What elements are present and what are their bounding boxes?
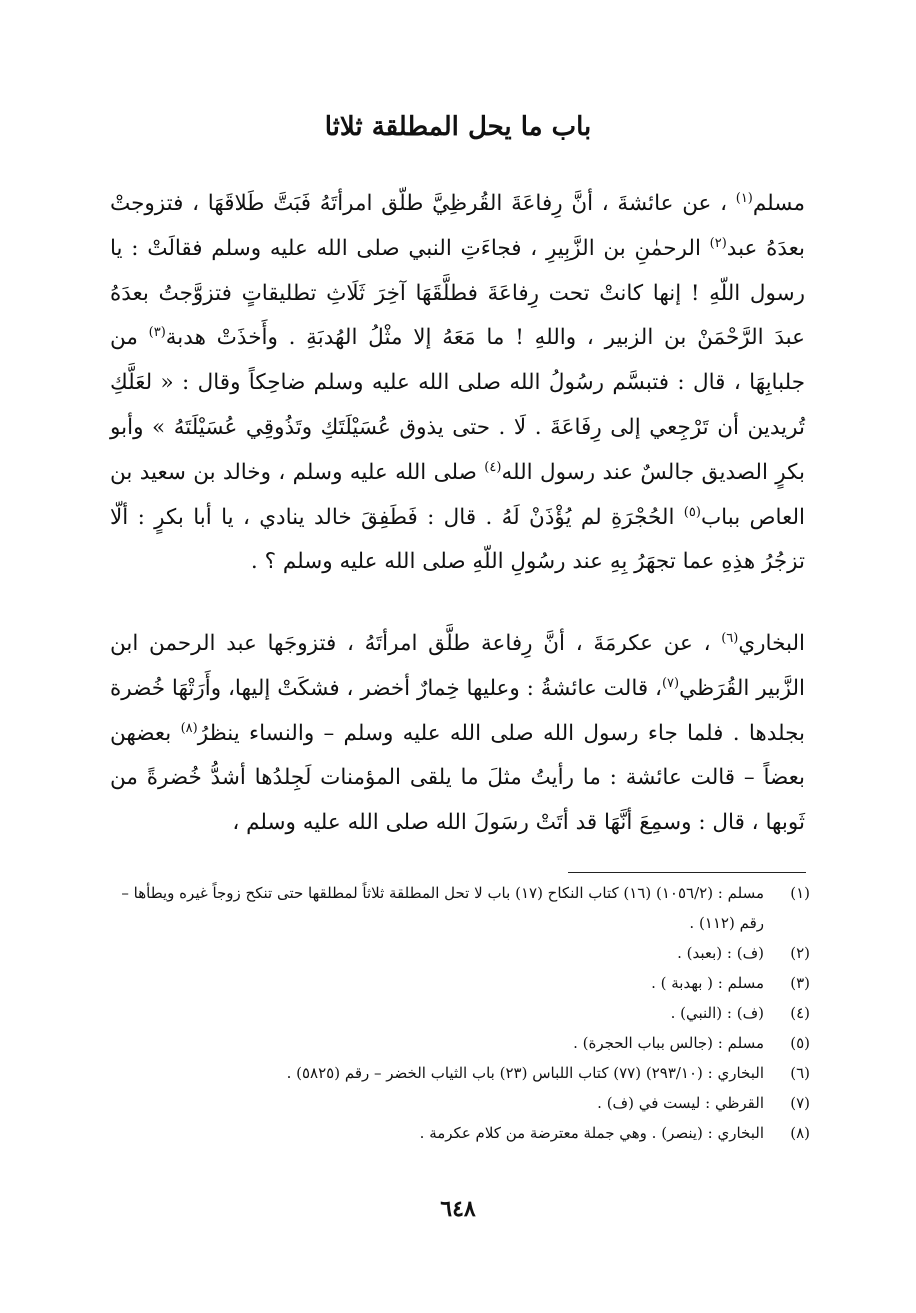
paragraph-text-run: ، عن عكرمَةَ ، أنَّ رِفاعة طلَّق امرأتَهُ ، فتزوجَها عبد الرحمن ابن الزَّبير القُرَظي: [110, 631, 805, 701]
footnote-text: (ف) : (بعبد) .: [677, 944, 764, 962]
footnote-text: مسلم : ( بهدبة ) .: [651, 974, 764, 992]
footnote-text: مسلم : (١٠٥٦/٢) (١٦) كتاب النكاح (١٧) باب لا تحل المطلقة ثلاثاً لمطلقها حتى تنكح زوجاً غيره ويطأها – رقم (١١٢) .: [121, 884, 764, 932]
footnote-7: [100, 1088, 810, 1118]
footnote-8: [100, 1118, 810, 1148]
footnote-marker: (٦): [721, 630, 739, 646]
footnote-marker: (١): [735, 190, 753, 206]
footnote-text: مسلم : (جالس بباب الحجرة) .: [573, 1034, 764, 1052]
paragraph-text-run: الحُجْرَةِ لم يُؤْذَنْ لَهُ . قال : فَطَفِقَ خالد ينادي ، يا أبا بكرٍ : ألّا تزجُرُ هذِهِ عما تجهَرُ بِهِ عند رسُولِ اللّهِ صلى الله عليه وسلم ؟ .: [110, 504, 805, 575]
paragraph-1-text: [110, 182, 805, 585]
paragraph-text-run: من جلبابِهَا ، قال : فتبسَّم رسُولُ الله صلى الله عليه وسلم ضاحِكاً وقال : « لعَلَّكِ تُريدين أن تَرْجِعي إلى رِفَاعَةَ . لَا . حتى يذوق عُسَيْلَتَكِ وتَذُوقِي عُسَيْلَتَهُ » وأبو بكرٍ الصديق جالسٌ عند رسول الله: [110, 325, 805, 485]
footnote-text: القرظي : ليست في (ف) .: [597, 1094, 764, 1112]
paragraph-text-run: البخاري: [738, 631, 805, 656]
footnote-text: (ف) : (النبي) .: [670, 1004, 764, 1022]
chapter-title: باب ما يحل المطلقة ثلاثا: [324, 112, 592, 142]
footnote-3: [100, 968, 810, 998]
footnote-6: [100, 1058, 810, 1088]
footnote-marker: (٨): [180, 720, 198, 736]
footnote-number: (٦): [790, 1064, 810, 1082]
footnotes-list: [100, 878, 810, 1148]
paragraph-text-run: ، قالت عائشةُ : وعليها خِمارٌ أخضر ، فشكَتْ إليها، وأَرَتْهَا خُضرة بجلدها . فلما جاء رسول الله صلى الله عليه وسلم – والنساء ينظرُ: [110, 675, 805, 746]
footnote-number: (٣): [790, 974, 810, 992]
footnote-number: (٤): [790, 1004, 810, 1022]
footnote-4: [100, 998, 810, 1028]
paragraph-text-run: صلى الله عليه وسلم ، وخالد بن سعيد بن العاص بباب: [110, 459, 805, 530]
footnote-number: (٧): [790, 1094, 810, 1112]
footnote-5: [100, 1028, 810, 1058]
footnote-marker: (٥): [683, 504, 701, 520]
page-number: ٦٤٨: [440, 1196, 476, 1222]
paragraph-text-run: ، عن عائشةَ ، أنَّ رِفاعَةَ القُرظِيَّ طلّق امرأتَهُ فَبَتَّ طَلاقَهَا ، فتزوجتْ بعدَهُ عبد: [110, 191, 806, 261]
footnote-separator: [568, 872, 806, 873]
footnote-marker: (٣): [148, 325, 166, 341]
footnote-1: [100, 878, 810, 938]
footnote-number: (٢): [790, 944, 810, 962]
paragraph-text-run: مسلم: [752, 191, 805, 216]
footnote-2: [100, 938, 810, 968]
paragraph-2-text: [110, 622, 805, 846]
footnote-number: (١): [790, 884, 810, 902]
footnote-number: (٥): [790, 1034, 810, 1052]
footnote-marker: (٧): [661, 675, 680, 691]
paragraph-text-run: بعضهن بعضاً – قالت عائشة : ما رأيتُ مثلَ ما يلقى المؤمنات لَجِلدُها أشدُّ خُضرةً من ثَوبها ، قال : وسمِعَ أنَّهَا قد أتَتْ رسَولَ الله صلى الله عليه وسلم ،: [110, 720, 805, 836]
footnote-marker: (٢): [709, 235, 727, 251]
footnote-text: البخاري : (٢٩٣/١٠) (٧٧) كتاب اللباس (٢٣) باب الثياب الخضر – رقم (٥٨٢٥) .: [286, 1064, 764, 1082]
footnote-marker: (٤): [484, 459, 502, 475]
hadith-paragraph-2: [110, 622, 805, 846]
footnote-number: (٨): [790, 1124, 810, 1142]
footnote-text: البخاري : (ينصر) . وهي جملة معترضة من كلام عكرمة .: [419, 1124, 764, 1142]
hadith-paragraph-1: [110, 182, 805, 585]
paragraph-text-run: الرحمٰنِ بن الزَّبِيرِ ، فجاءَتِ النبي صلى الله عليه وسلم فقالَتْ : يا رسول اللّهِ ! إنها كانتْ تحت رِفاعَةَ فطلَّقَهَا آخِرَ ثَلَاثِ تطليقاتٍ فتزوَّجتُ بعدَهُ عبدَ الرَّحْمَنْ بن الزبير ، واللهِ ! ما مَعَهُ إلا مثْلُ الهُدبَةِ . وأَخذَتْ هدبة: [110, 235, 805, 351]
